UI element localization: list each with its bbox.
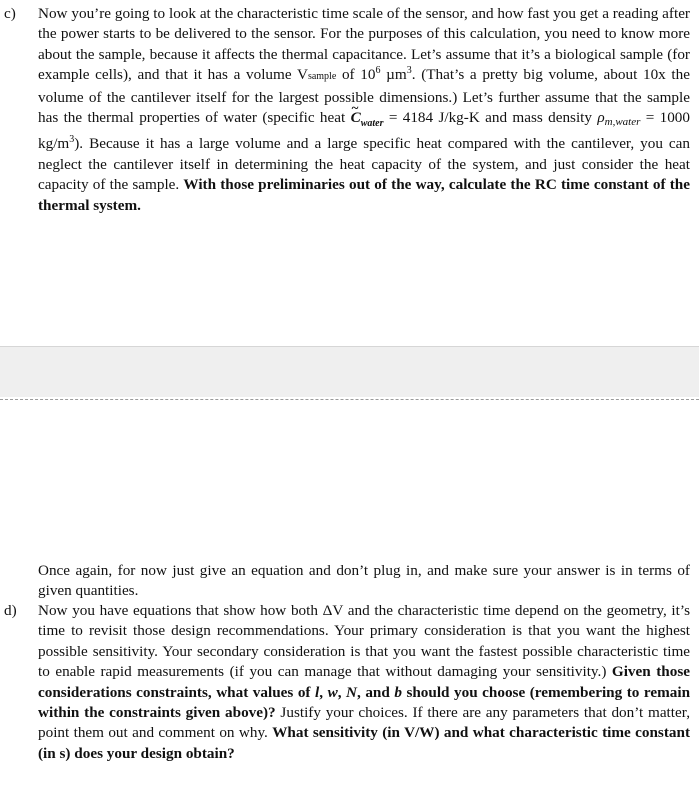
answer-area-band: [0, 346, 699, 397]
page-break-divider: [0, 399, 699, 400]
question-part-d: [0, 601, 690, 764]
part-c-task: With those preliminaries out of the way, calculate the RC time constant of the thermal system.: [38, 176, 690, 214]
density-symbol: ρ: [597, 109, 605, 127]
part-c-text: Now you’re going to look at the characteristic time scale of the sensor, and how fast you get a reading after the power starts to be delivered to the sensor. For the purposes of this calculation, you need to know more about the sample, because it affects the thermal capacitance. Let’s assume that it’s a biological sample (for example cells), and that it has a volume Vsample of $10^6$ µm$^3$. (That’s a pretty big volume, about 10x the volume of the cantilever itself for the largest possible dimensions.) Let’s further assume that the sample has the thermal properties of water (specific heat ~ $C_{water} = 4184$ J/kg-K and mass density ρm,water = 1000 $kg/m^3$). Because it has a large volume and a large specific heat compared with the cantilever, you can neglect the cantilever itself in determining the heat capacity of the system, and just consider the heat capacity of the sample. With those preliminaries out of the way, calculate the RC time constant of the thermal system.: [38, 4, 690, 216]
specific-heat-symbol: ~ C: [351, 109, 361, 126]
part-d-text: Now you have equations that show how both ΔV and the characteristic time depend on the geometry, it’s time to revisit those design recommendations. Your primary consideration is that you want the highest possible sensitivity. Your secondary consideration is that you want the fastest possible characteristic time to enable rapid measurements (if you can manage that without damaging your sensitivity.) Given those considerations constraints, what values of l, w, N, and b should you choose (remembering to remain within the constraints given above)? Justify your choices. If there are any parameters that don’t matter, point them out and comment on why. What sensitivity (in V/W) and what characteristic time constant (in s) does your design obtain?: [38, 602, 691, 762]
question-part-c: [0, 4, 690, 216]
part-d-marker: d): [4, 602, 17, 619]
once-again-paragraph: Once again, for now just give an equation and don’t plug in, and make sure your answer is in terms of given quantities.: [38, 562, 690, 600]
part-c-marker: c): [4, 5, 16, 22]
